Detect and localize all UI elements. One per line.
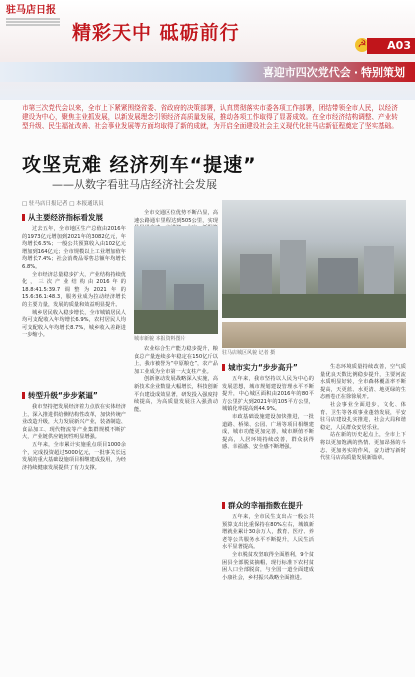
series-bar <box>0 62 415 82</box>
paragraph: 农业综合生产能力稳步提升，粮食总产量连续多年稳定在150亿斤以上，我市被誉为“中原粮仓”，农产品加工业成为全市第一大支柱产业。 <box>134 346 218 375</box>
paragraph: 我市坚持把发展经济着力点放在实体经济上，深入推进供给侧结构性改革，加快传统产业改造升级，大力发展新兴产业，装备制造、食品加工、现代物流等产业集群规模不断扩大，产业链供应链韧性明显增强。 <box>22 404 126 441</box>
photo-caption: 城市新貌 本报资料图片 <box>134 336 186 342</box>
paragraph: 站在新的历史起点上，全市上下将以更加饱满的热情、更加昂扬的斗志、更加务实的作风，奋力谱写新时代驻马店高质量发展新篇章。 <box>320 432 406 462</box>
paragraph: 全市经济总量稳步扩大，产业结构持续优化，三次产业结构由2016年的18.8:41.5:39.7调整为2021年的15.6:36.1:48.3，服务业成为拉动经济增长的主要力量，发展的质量和效益明显提升。 <box>22 271 126 308</box>
article-column-1b <box>22 388 126 472</box>
paragraph: 全市交通区位优势不断凸显，高速公路通车里程达到505公里，实现 <box>134 210 218 224</box>
series-title: 喜迎市四次党代会 · 特别策划 <box>262 66 405 79</box>
section-heading: 转型升级“步步紧逼” <box>22 390 126 401</box>
paragraph: 全市脱贫攻坚取得全面胜利，9个贫困县全部脱贫摘帽，现行标准下农村贫困人口全部脱贫，与全国一道全面建成小康社会，乡村振兴战略全面推进。 <box>222 551 314 581</box>
byline: □ 驻马店日报记者 □ 本报通讯员 <box>22 201 104 207</box>
section-heading: 群众的幸福指数在提升 <box>222 500 314 511</box>
series-right: 特别策划 <box>361 66 405 79</box>
masthead <box>6 6 60 27</box>
street-photo <box>222 322 406 348</box>
section-heading: 从主要经济指标看发展 <box>22 212 126 223</box>
paragraph: 市政基础设施建设加快推进，一批道路、桥梁、公园、广场等项目相继建成，城市功能更加完善，城市颜值不断提高，人居环境持续改善，群众获得感、幸福感、安全感不断增强。 <box>222 413 314 451</box>
city-skyline-photo <box>222 200 406 318</box>
party-emblem-icon: ☭ <box>355 38 369 52</box>
photo-caption: 驻马店城区风貌 记者 摄 <box>222 350 276 356</box>
page-banner <box>0 0 415 100</box>
series-left: 喜迎市四次党代会 <box>262 66 351 79</box>
paragraph: 创新驱动发展战略深入实施，高新技术企业数量大幅增长，科技创新平台建设成效显著，研发投入强度持续提高，为高质量发展注入强劲动能。 <box>134 376 218 413</box>
subheadline: ——从数字看驻马店经济社会发展 <box>52 178 217 191</box>
masthead-title: 驻马店日报 <box>6 5 56 16</box>
lead-paragraph: 市第三次党代会以来，全市上下紧紧围绕省委、省政府的决策部署，认真贯彻落实市委各项工作部署，团结带领全市人民，以经济建设为中心，聚焦主业抓发展，以新发展理念引领经济高质量发展，推动各项工作取得了显著成效。在全市经济结构调整、产业转型升级、民生福祉改善、社会事业发展等方面均取得了新的成就，为开启全面建设社会主义现代化驻马店新征程奠定了坚实基础。 <box>22 104 398 130</box>
article-column-1 <box>22 210 126 340</box>
paragraph: 社会事业全面进步，文化、体育、卫生等各项事业蓬勃发展，平安驻马店建设扎实推进，社会大局和谐稳定，人民群众安居乐业。 <box>320 401 406 431</box>
paragraph: 城乡居民收入稳步增长，全市城镇居民人均可支配收入年均增长6.9%，农村居民人均可支配收入年均增长8.7%，城乡收入差距进一步缩小。 <box>22 309 126 339</box>
headline: 攻坚克难 经济列车“提速” <box>22 154 257 176</box>
paragraph: 过去五年，全市地区生产总值由2016年的1973亿元增加到2021年的3082亿元，年均增长6.5%；一般公共预算收入由102亿元增加到164亿元；全市规模以上工业增加值年均增长7.4%；社会消费品零售总额年均增长6.8%。 <box>22 226 126 270</box>
masthead-meta-lines <box>6 18 60 26</box>
section-heading: 城市实力“步步高升” <box>222 362 314 373</box>
article-column-4 <box>320 364 406 463</box>
paragraph: 生态环境质量持续改善，空气质量优良天数比例稳步提升，主要河流水质明显好转，全市森林覆盖率不断提高，天更蓝、水更清、地更绿的生态画卷正在徐徐展开。 <box>320 364 406 401</box>
city-photo-small <box>134 226 218 334</box>
edition-badge: A03 <box>367 38 415 54</box>
article-column-2b <box>134 346 218 414</box>
banner-slogan: 精彩天中 砥砺前行 <box>72 22 240 44</box>
paragraph: 五年来，我市坚持以人民为中心的发展思想，城市规划建设管理水平不断提升，中心城区面积由2016年的80平方公里扩大到2021年的105平方公里，城镇化率提高到44.9%。 <box>222 376 314 413</box>
article-column-3b <box>222 498 314 582</box>
article-column-3 <box>222 360 314 452</box>
paragraph: 五年来，全市民生支出占一般公共预算支出比重保持在80%左右，城镇新增就业累计30余万人，教育、医疗、养老等公共服务水平不断提升，人民生活水平显著提高。 <box>222 514 314 551</box>
paragraph: 五年来，全市累计实施重点项目1000余个，完成投资超过5000亿元，一批事关长远发展的重大基础设施项目相继建成投用，为经济持续健康发展提供了有力支撑。 <box>22 441 126 471</box>
